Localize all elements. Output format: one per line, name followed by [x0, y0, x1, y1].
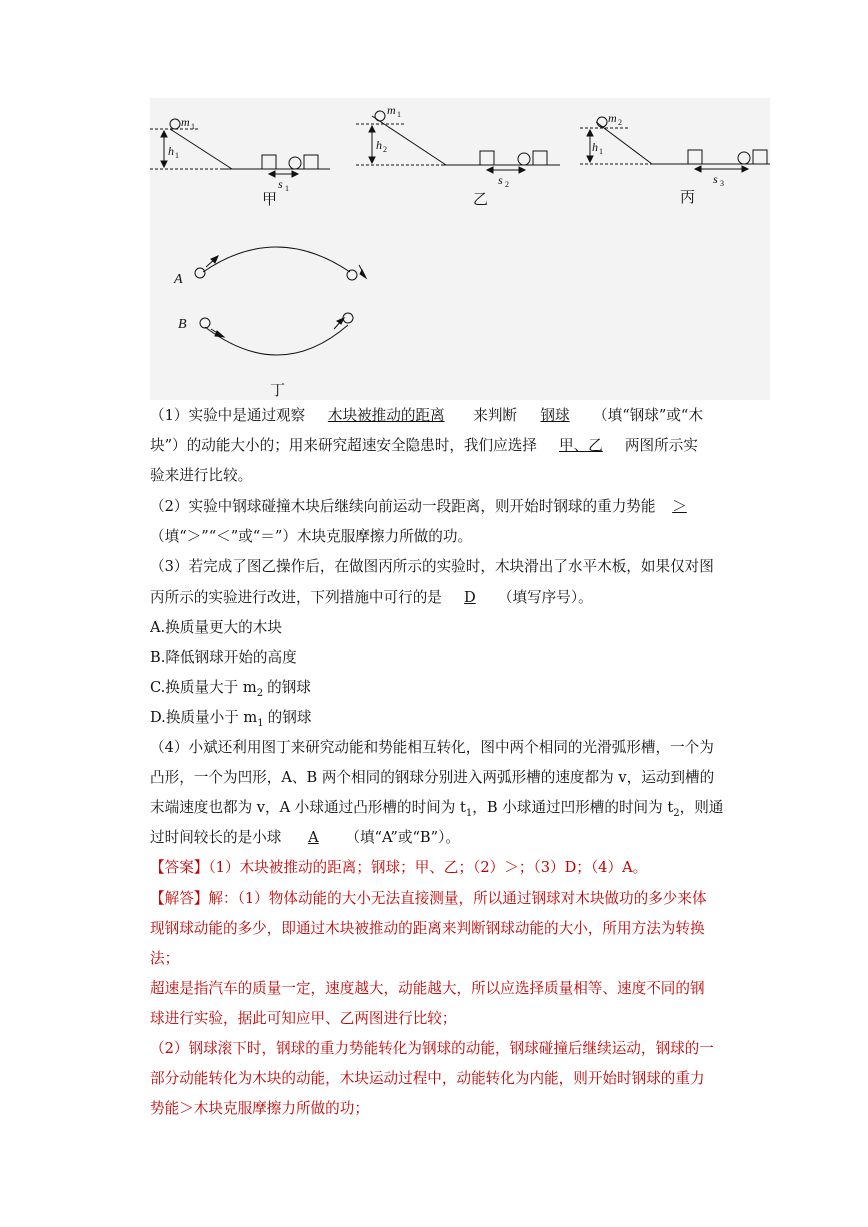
q3-line-1: （3）若完成了图乙操作后，在做图丙所示的实验时，木块滑出了水平木板，如果仅对图 — [150, 558, 714, 575]
q1-answer-blank-2: 钢球 — [540, 407, 570, 424]
label-s-sub: 2 — [505, 180, 509, 189]
label-m: m — [387, 103, 396, 117]
q4-text: ，B 小球通过凹形槽的时间为 t — [472, 799, 674, 816]
q3-option-d-sub: 1 — [257, 717, 264, 729]
q4-text: （填“A”或“B”）。 — [345, 829, 460, 846]
q3-option-c-text: 的钢球 — [267, 679, 311, 696]
q3-option-a: A.换质量更大的木块 — [150, 619, 282, 636]
q3-option-c-sub: 2 — [256, 687, 264, 699]
q3-answer-blank: D — [464, 589, 476, 606]
q4-text: 末端速度也都为 v，A 小球通过凸形槽的时间为 t — [150, 799, 466, 816]
q3-option-b: B.降低钢球开始的高度 — [150, 649, 297, 666]
q4-answer-blank: A — [308, 829, 319, 846]
q3-option-c — [150, 678, 311, 704]
convex-track — [203, 247, 350, 272]
answer-tag: 【答案】 — [150, 859, 209, 876]
q3-text: （填写序号）。 — [497, 589, 593, 606]
q1-answer-blank-1: 木块被推动的距离 — [327, 407, 445, 424]
q1-text: 来判断 — [473, 407, 518, 424]
q2-line-1 — [150, 497, 697, 517]
answer-line — [150, 858, 647, 878]
q2-line-2: （填“＞”“＜”或“＝”）木块克服摩擦力所做的功。 — [150, 528, 473, 545]
q2-text: （2）实验中钢球碰撞木块后继续向前运动一段距离，则开始时钢球的重力势能 — [150, 498, 656, 515]
label-m-sub: 1 — [397, 110, 401, 119]
q1-text: 块”）的动能大小的；用来研究超速安全隐患时，我们应选择 — [150, 437, 537, 454]
panel-yi — [356, 111, 560, 173]
q4-line-1: （4）小斌还利用图丁来研究动能和势能相互转化，图中两个相同的光滑弧形槽，一个为 — [150, 739, 714, 756]
analysis-line-3: 法； — [150, 950, 180, 967]
panel-bing — [580, 117, 770, 172]
label-h: h — [168, 144, 174, 158]
label-m-sub: 2 — [618, 118, 622, 127]
label-s: s — [713, 172, 718, 186]
analysis-line-8: 势能＞木块克服摩擦力所做的功； — [150, 1100, 369, 1117]
q3-option-d — [150, 708, 311, 734]
q1-line-2 — [150, 436, 698, 456]
concave-track — [205, 325, 348, 355]
q1-answer-blank-3: 甲、乙 — [559, 437, 603, 454]
caption-bing: 丙 — [680, 190, 696, 206]
analysis-line-2: 现钢球动能的多少，即通过木块被推动的距离来判断钢球动能的大小，所用方法为转换 — [150, 920, 705, 937]
q4-line-4 — [150, 828, 460, 848]
label-h-sub: 2 — [383, 145, 387, 154]
q3-option-d-text: D.换质量小于 m — [150, 709, 258, 726]
analysis-line-7: 部分动能转化为木块的动能，木块运动过程中，动能转化为内能，则开始时钢球的重力 — [150, 1070, 705, 1087]
panel-ding — [195, 247, 366, 355]
q1-line-3: 验来进行比较。 — [150, 467, 253, 484]
q1-text: （填“钢球”或“木 — [593, 407, 703, 424]
q3-option-c-text: C.换质量大于 m — [150, 679, 257, 696]
q4-line-3 — [150, 798, 723, 824]
q4-text: ，则通 — [679, 799, 724, 816]
analysis-tag: 【解答】 — [150, 890, 209, 907]
q4-sub: 2 — [673, 807, 680, 819]
answer-text: （1）木块被推动的距离；钢球；甲、乙；（2）＞；（3）D；（4）A。 — [208, 859, 648, 876]
analysis-line-4: 超速是指汽车的质量一定，速度越大，动能越大，所以应选择质量相等、速度不同的钢 — [150, 980, 705, 997]
label-a: A — [174, 272, 183, 287]
q4-sub: 1 — [465, 807, 473, 819]
panel-jia — [150, 119, 330, 177]
analysis-line-6: （2）钢球滚下时，钢球的重力势能转化为钢球的动能，钢球碰撞后继续运动，钢球的一 — [150, 1040, 714, 1057]
label-s: s — [498, 173, 503, 187]
label-h: h — [376, 138, 382, 152]
analysis-text: 解：（1）物体动能的大小无法直接测量，所以通过钢球对木块做功的多少来体 — [208, 890, 707, 907]
q3-text: 丙所示的实验进行改进，下列措施中可行的是 — [150, 589, 442, 606]
q1-text: （1）实验中是通过观察 — [150, 407, 306, 424]
experiment-figure — [150, 98, 770, 400]
label-m-sub: 1 — [191, 122, 195, 131]
label-b: B — [178, 317, 187, 332]
label-h-sub: 1 — [599, 147, 603, 156]
label-s-sub: 3 — [720, 179, 724, 188]
caption-jia: 甲 — [262, 192, 278, 208]
experiment-diagram — [150, 98, 770, 400]
q4-text: 过时间较长的是小球 — [150, 829, 282, 846]
wood-block — [262, 155, 276, 169]
label-m: m — [608, 111, 617, 125]
label-m: m — [181, 115, 190, 129]
label-h: h — [592, 140, 598, 154]
label-s: s — [278, 177, 283, 191]
analysis-line-1 — [150, 889, 707, 909]
q4-line-2: 凸形，一个为凹形，A、B 两个相同的钢球分别进入两弧形槽的速度都为 v，运动到槽的 — [150, 769, 715, 786]
q3-line-2 — [150, 588, 593, 608]
q1-line-1 — [150, 406, 703, 426]
caption-yi: 乙 — [473, 192, 489, 208]
caption-ding: 丁 — [270, 383, 286, 399]
label-s-sub: 1 — [285, 184, 289, 193]
q2-answer-blank: ＞ — [672, 498, 687, 515]
q3-option-d-text: 的钢球 — [267, 709, 312, 726]
steel-ball-m1 — [170, 119, 180, 129]
q1-text: 两图所示实 — [624, 437, 698, 454]
label-h-sub: 1 — [175, 151, 179, 160]
analysis-line-5: 球进行实验，据此可知应甲、乙两图进行比较； — [150, 1010, 457, 1027]
